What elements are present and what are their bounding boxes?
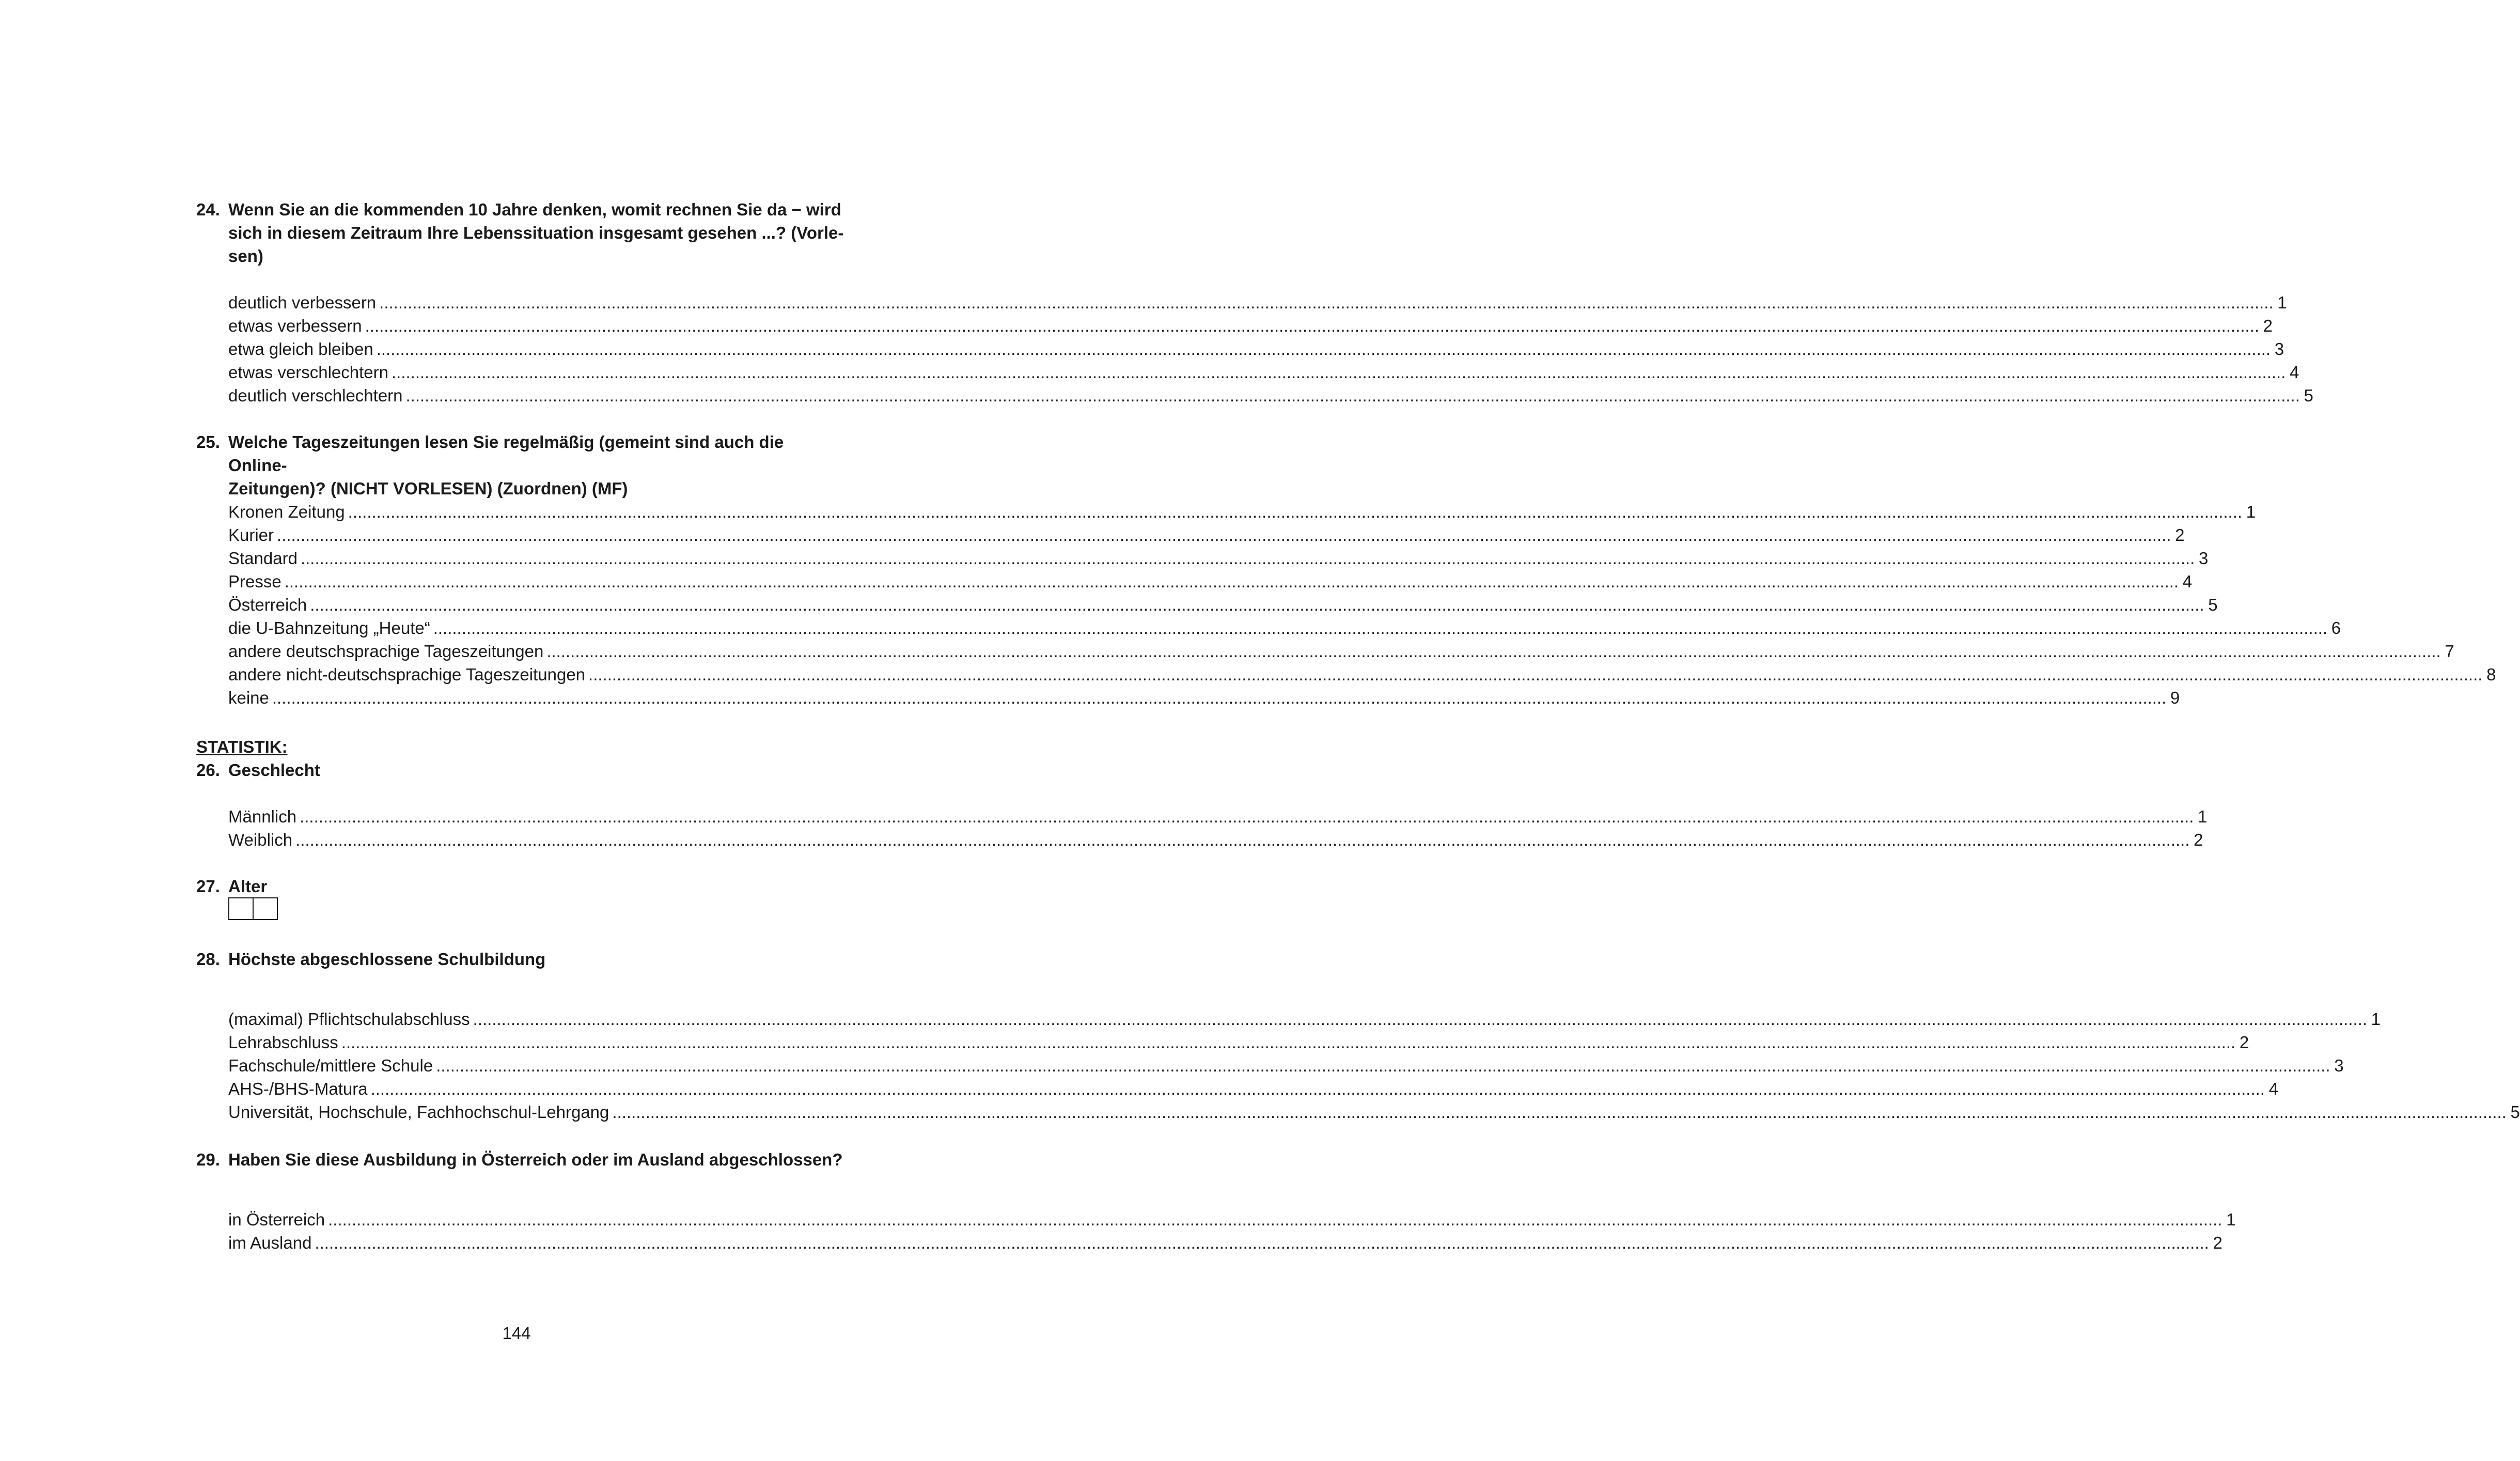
answer-options-28 <box>228 1007 2520 1124</box>
answer-option-label: Kurier <box>228 525 274 545</box>
answer-option-label: Männlich <box>228 807 297 826</box>
answer-option-label: andere deutschsprachige Tageszeitungen <box>228 642 544 661</box>
answer-option-code: 5 <box>2304 386 2313 405</box>
answer-option-code: 4 <box>2290 363 2299 382</box>
answer-options-29 <box>228 1208 2236 1254</box>
answer-option-code: 5 <box>2510 1102 2520 1122</box>
answer-option-code: 1 <box>2198 807 2208 826</box>
question-25 <box>196 430 847 500</box>
answer-option-label: andere nicht-deutschsprachige Tageszeitungen <box>228 665 586 684</box>
answer-option <box>228 828 2203 851</box>
dot-leader: ................................................................................................................................................................................................................................................................................................................................................................................................................ <box>328 1210 2222 1229</box>
dot-leader: ................................................................................................................................................................................................................................................................................................................................................................................................................ <box>300 807 2194 826</box>
dot-leader: ................................................................................................................................................................................................................................................................................................................................................................................................................ <box>546 642 2441 661</box>
answer-option <box>228 1100 2520 1124</box>
question-28 <box>196 947 847 971</box>
answer-option-code: 6 <box>2331 618 2341 638</box>
answer-option-code: 2 <box>2239 1033 2249 1052</box>
question-text-line: Haben Sie diese Ausbildung in Österreich oder im Ausland abgeschlossen? <box>228 1150 843 1169</box>
answer-option-label: AHS-/BHS-Matura <box>228 1079 368 1098</box>
question-number: 24. <box>196 200 220 219</box>
answer-option-label: Universität, Hochschule, Fachhochschul-Lehrgang <box>228 1102 609 1122</box>
question-number: 25. <box>196 432 220 452</box>
answer-option-label: Kronen Zeitung <box>228 502 345 521</box>
answer-option <box>228 640 2454 663</box>
dot-leader: ................................................................................................................................................................................................................................................................................................................................................................................................................ <box>588 665 2483 684</box>
dot-leader: ................................................................................................................................................................................................................................................................................................................................................................................................................ <box>433 618 2328 638</box>
answer-option-label: keine <box>228 688 269 707</box>
answer-option-code: 2 <box>2213 1233 2222 1252</box>
dot-leader: ................................................................................................................................................................................................................................................................................................................................................................................................................ <box>405 386 2300 405</box>
answer-option-code: 5 <box>2208 595 2218 614</box>
answer-option-code: 9 <box>2170 688 2180 707</box>
section-heading-statistik: STATISTIK: <box>196 737 288 756</box>
answer-option-label: etwas verbessern <box>228 316 362 335</box>
question-text-line: sich in diesem Zeitraum Ihre Lebenssituation insgesamt gesehen ...? (Vorle- <box>228 223 844 242</box>
question-text-line: Geschlecht <box>228 760 320 780</box>
dot-leader: ................................................................................................................................................................................................................................................................................................................................................................................................................ <box>436 1056 2330 1075</box>
age-digit-box[interactable] <box>253 898 277 919</box>
answer-option <box>228 1231 2222 1254</box>
dot-leader: ................................................................................................................................................................................................................................................................................................................................................................................................................ <box>310 595 2204 614</box>
dot-leader: ................................................................................................................................................................................................................................................................................................................................................................................................................ <box>473 1009 2368 1029</box>
answer-option <box>228 1031 2249 1054</box>
dot-leader: ................................................................................................................................................................................................................................................................................................................................................................................................................ <box>341 1033 2236 1052</box>
answer-option-code: 4 <box>2268 1079 2278 1098</box>
question-text-line: Höchste abgeschlossene Schulbildung <box>228 950 546 969</box>
question-text-line: Alter <box>228 877 268 896</box>
dot-leader: ................................................................................................................................................................................................................................................................................................................................................................................................................ <box>277 525 2171 545</box>
dot-leader: ................................................................................................................................................................................................................................................................................................................................................................................................................ <box>295 830 2190 849</box>
answer-option <box>228 805 2208 828</box>
answer-option-label: Weiblich <box>228 830 293 849</box>
answer-option <box>228 291 2287 314</box>
answer-options-26 <box>228 805 2208 851</box>
question-24 <box>196 198 847 268</box>
dot-leader: ................................................................................................................................................................................................................................................................................................................................................................................................................ <box>612 1102 2507 1122</box>
answer-option <box>228 1007 2381 1031</box>
answer-option <box>228 523 2185 547</box>
answer-option-label: die U-Bahnzeitung „Heute“ <box>228 618 430 638</box>
answer-option <box>228 593 2218 616</box>
answer-option <box>228 1208 2236 1231</box>
answer-option-code: 8 <box>2486 665 2496 684</box>
answer-option <box>228 1054 2344 1077</box>
question-27 <box>196 875 847 898</box>
answer-option <box>228 547 2209 570</box>
answer-option-code: 1 <box>2371 1009 2381 1029</box>
answer-option-code: 1 <box>2277 293 2287 312</box>
answer-option-label: im Ausland <box>228 1233 312 1252</box>
answer-option-label: deutlich verbessern <box>228 293 377 312</box>
answer-option <box>228 1077 2278 1100</box>
answer-option <box>228 663 2496 686</box>
answer-option-label: Presse <box>228 572 281 591</box>
question-number: 26. <box>196 760 220 780</box>
page-number: 144 <box>502 1324 531 1343</box>
answer-option-code: 3 <box>2334 1056 2344 1075</box>
answer-option-code: 3 <box>2198 549 2209 568</box>
question-text-line: Zeitungen)? (NICHT VORLESEN) (Zuordnen) (MF) <box>228 479 628 498</box>
answer-option-code: 2 <box>2175 525 2185 545</box>
answer-options-25 <box>228 500 2496 709</box>
question-29 <box>196 1148 847 1171</box>
answer-option-code: 2 <box>2263 316 2273 335</box>
dot-leader: ................................................................................................................................................................................................................................................................................................................................................................................................................ <box>376 339 2271 359</box>
age-input-boxes[interactable] <box>228 897 278 920</box>
answer-options-24 <box>228 291 2313 407</box>
answer-option-label: Österreich <box>228 595 307 614</box>
answer-option-code: 3 <box>2274 339 2284 359</box>
answer-option-code: 4 <box>2182 572 2193 591</box>
question-text-line: Welche Tageszeitungen lesen Sie regelmäßig (gemeint sind auch die Online- <box>228 432 784 475</box>
age-digit-box[interactable] <box>229 898 253 919</box>
answer-option-code: 7 <box>2445 642 2454 661</box>
dot-leader: ................................................................................................................................................................................................................................................................................................................................................................................................................ <box>300 549 2195 568</box>
dot-leader: ................................................................................................................................................................................................................................................................................................................................................................................................................ <box>315 1233 2209 1252</box>
answer-option-label: Fachschule/mittlere Schule <box>228 1056 433 1075</box>
answer-option-code: 1 <box>2226 1210 2236 1229</box>
answer-option-label: in Österreich <box>228 1210 325 1229</box>
dot-leader: ................................................................................................................................................................................................................................................................................................................................................................................................................ <box>272 688 2167 707</box>
answer-option-label: (maximal) Pflichtschulabschluss <box>228 1009 470 1029</box>
answer-option <box>228 500 2256 523</box>
dot-leader: ................................................................................................................................................................................................................................................................................................................................................................................................................ <box>391 363 2286 382</box>
answer-option <box>228 570 2193 593</box>
dot-leader: ................................................................................................................................................................................................................................................................................................................................................................................................................ <box>365 316 2260 335</box>
answer-option <box>228 337 2284 361</box>
question-text-line: Wenn Sie an die kommenden 10 Jahre denken, womit rechnen Sie da − wird <box>228 200 841 219</box>
dot-leader: ................................................................................................................................................................................................................................................................................................................................................................................................................ <box>379 293 2274 312</box>
answer-option <box>228 686 2180 709</box>
dot-leader: ................................................................................................................................................................................................................................................................................................................................................................................................................ <box>348 502 2243 521</box>
question-26 <box>196 758 847 782</box>
answer-option-code: 2 <box>2194 830 2203 849</box>
answer-option-label: Lehrabschluss <box>228 1033 338 1052</box>
answer-option-label: etwas verschlechtern <box>228 363 388 382</box>
question-text-line: sen) <box>228 246 263 266</box>
answer-option <box>228 361 2299 384</box>
answer-option-code: 1 <box>2246 502 2256 521</box>
question-number: 27. <box>196 877 220 896</box>
answer-option <box>228 616 2341 640</box>
question-number: 28. <box>196 950 220 969</box>
answer-option <box>228 314 2273 337</box>
question-number: 29. <box>196 1150 220 1169</box>
answer-option-label: deutlich verschlechtern <box>228 386 403 405</box>
answer-option-label: etwa gleich bleiben <box>228 339 373 359</box>
dot-leader: ................................................................................................................................................................................................................................................................................................................................................................................................................ <box>284 572 2179 591</box>
answer-option-label: Standard <box>228 549 298 568</box>
dot-leader: ................................................................................................................................................................................................................................................................................................................................................................................................................ <box>370 1079 2265 1098</box>
answer-option <box>228 384 2313 407</box>
